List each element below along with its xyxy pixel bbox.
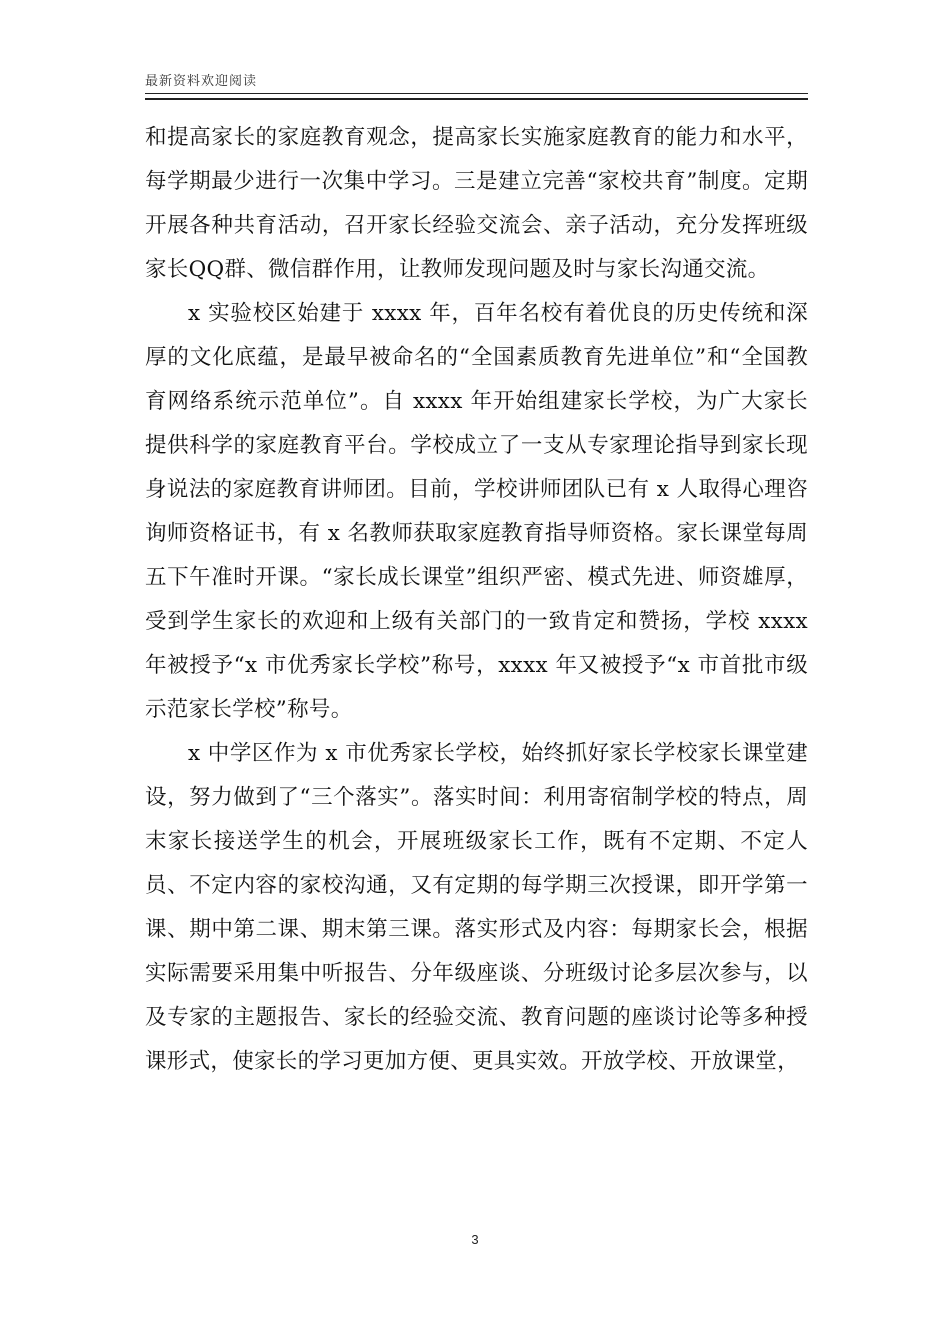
header-title: 最新资料欢迎阅读 bbox=[145, 74, 258, 89]
header-rule-thick bbox=[145, 98, 808, 100]
paragraph-2: x 实验校区始建于 xxxx 年，百年名校有着优良的历史传统和深厚的文化底蕴，是最早被命名的“全国素质教育先进单位”和“全国教育网络系统示范单位”。自 xxxx 年开始组建家长学校，为广大家长提供科学的家庭教育平台。学校成立了一支从专家理论指导到家长现身说法的家庭教育讲师团。目前，学校讲师团队已有 x 人取得心理咨询师资格证书，有 x 名教师获取家庭教育指导师资格。家长课堂每周五下午准时开课。“家长成长课堂”组织严密、模式先进、师资雄厚，受到学生家长的欢迎和上级有关部门的一致肯定和赞扬，学校 xxxx 年被授予“x 市优秀家长学校”称号，xxxx 年又被授予“x 市首批市级示范家长学校”称号。 bbox=[145, 301, 808, 722]
document-body bbox=[145, 116, 808, 1084]
page-number: 3 bbox=[471, 1232, 479, 1247]
paragraph-1: 和提高家长的家庭教育观念，提高家长实施家庭教育的能力和水平，每学期最少进行一次集中学习。三是建立完善“家校共育”制度。定期开展各种共育活动，召开家长经验交流会、亲子活动，充分发挥班级家长QQ群、微信群作用，让教师发现问题及时与家长沟通交流。 bbox=[145, 125, 808, 282]
page-header bbox=[145, 74, 808, 94]
paragraph-3: x 中学区作为 x 市优秀家长学校，始终抓好家长学校家长课堂建设，努力做到了“三个落实”。落实时间：利用寄宿制学校的特点，周末家长接送学生的机会，开展班级家长工作，既有不定期、不定人员、不定内容的家校沟通，又有定期的每学期三次授课，即开学第一课、期中第二课、期末第三课。落实形式及内容：每期家长会，根据实际需要采用集中听报告、分年级座谈、分班级讨论多层次参与，以及专家的主题报告、家长的经验交流、教育问题的座谈讨论等多种授课形式，使家长的学习更加方便、更具实效。开放学校、开放课堂， bbox=[145, 741, 808, 1074]
header-rule-thin bbox=[145, 93, 808, 94]
